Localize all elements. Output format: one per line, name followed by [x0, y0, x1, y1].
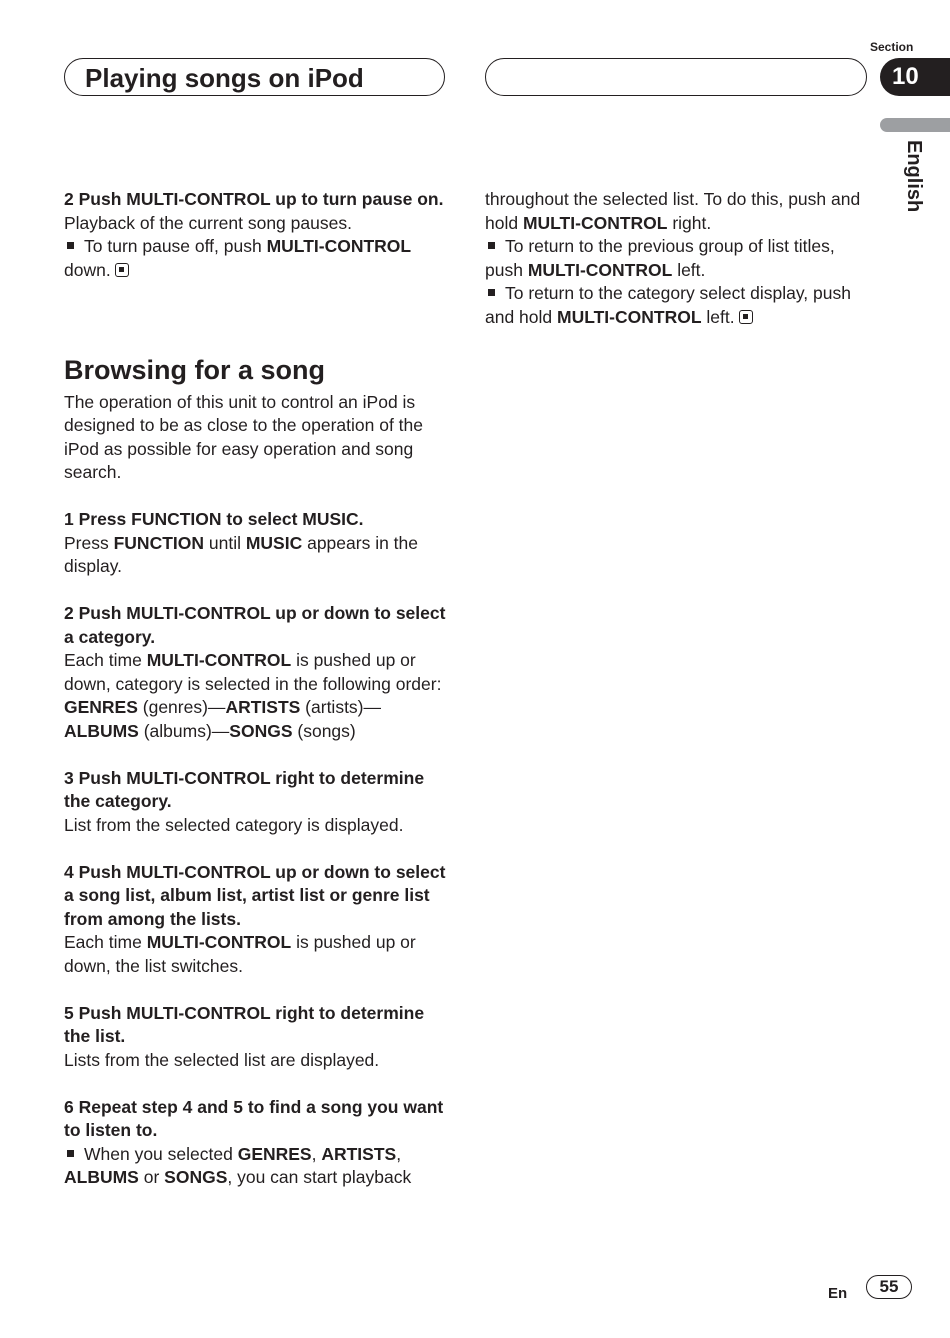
- page-number: 55: [866, 1275, 912, 1299]
- language-label: English: [903, 140, 925, 213]
- note: To return to the previous group of list titles, push MULTI-CONTROL left.: [485, 236, 835, 280]
- footer-language-code: En: [828, 1285, 848, 1302]
- note: To return to the category select display, push and hold MULTI-CONTROL left.: [485, 283, 851, 327]
- header-blank-frame: [485, 58, 867, 96]
- step-body: Press FUNCTION until MUSIC appears in the display.: [64, 532, 419, 576]
- step-heading: 6 Repeat step 4 and 5 to find a song you want to listen to.: [64, 1096, 444, 1140]
- page-title: Playing songs on iPod: [85, 63, 364, 93]
- step-body: Each time MULTI-CONTROL is pushed up or down, category is selected in the following order:: [64, 650, 442, 694]
- category-order: GENRES (genres)—ARTISTS (artists)—ALBUMS (albums)—SONGS (songs): [64, 697, 382, 741]
- intro-paragraph: The operation of this unit to control an iPod is designed to be as close to the operation of the iPod as possible for easy operation and song search.: [64, 391, 424, 482]
- step-body: Lists from the selected list are displayed.: [64, 1049, 380, 1070]
- section-number: 10: [880, 58, 950, 96]
- left-column: [64, 188, 449, 1190]
- step-body: Playback of the current song pauses.: [64, 212, 352, 233]
- bullet-square-icon: [67, 242, 74, 249]
- language-tab: [880, 118, 950, 132]
- section-heading: Browsing for a song: [64, 354, 326, 385]
- end-mark-icon: [739, 310, 753, 324]
- step-body: Each time MULTI-CONTROL is pushed up or down, the list switches.: [64, 932, 416, 976]
- bullet-square-icon: [67, 1150, 74, 1157]
- section-label: Section: [870, 40, 914, 54]
- note: When you selected GENRES, ARTISTS, ALBUMS or SONGS, you can start playback: [64, 1143, 412, 1187]
- step-heading: 4 Push MULTI-CONTROL up or down to select a song list, album list, artist list or genre list from among the lists.: [64, 861, 446, 929]
- bullet-square-icon: [488, 289, 495, 296]
- continued-note: throughout the selected list. To do this, push and hold MULTI-CONTROL right.: [485, 189, 861, 233]
- page-title-frame: [64, 58, 445, 96]
- step-body: List from the selected category is displayed.: [64, 814, 404, 835]
- step-heading: 5 Push MULTI-CONTROL right to determine the list.: [64, 1002, 425, 1046]
- step-heading: 2 Push MULTI-CONTROL up or down to select a category.: [64, 603, 446, 647]
- step-heading: 2 Push MULTI-CONTROL up to turn pause on.: [64, 189, 444, 209]
- step-heading: 3 Push MULTI-CONTROL right to determine the category.: [64, 767, 425, 811]
- note: To turn pause off, push MULTI-CONTROL down.: [64, 236, 412, 280]
- step-heading: 1 Press FUNCTION to select MUSIC.: [64, 509, 364, 529]
- bullet-square-icon: [488, 242, 495, 249]
- right-column: [485, 188, 870, 329]
- end-mark-icon: [115, 263, 129, 277]
